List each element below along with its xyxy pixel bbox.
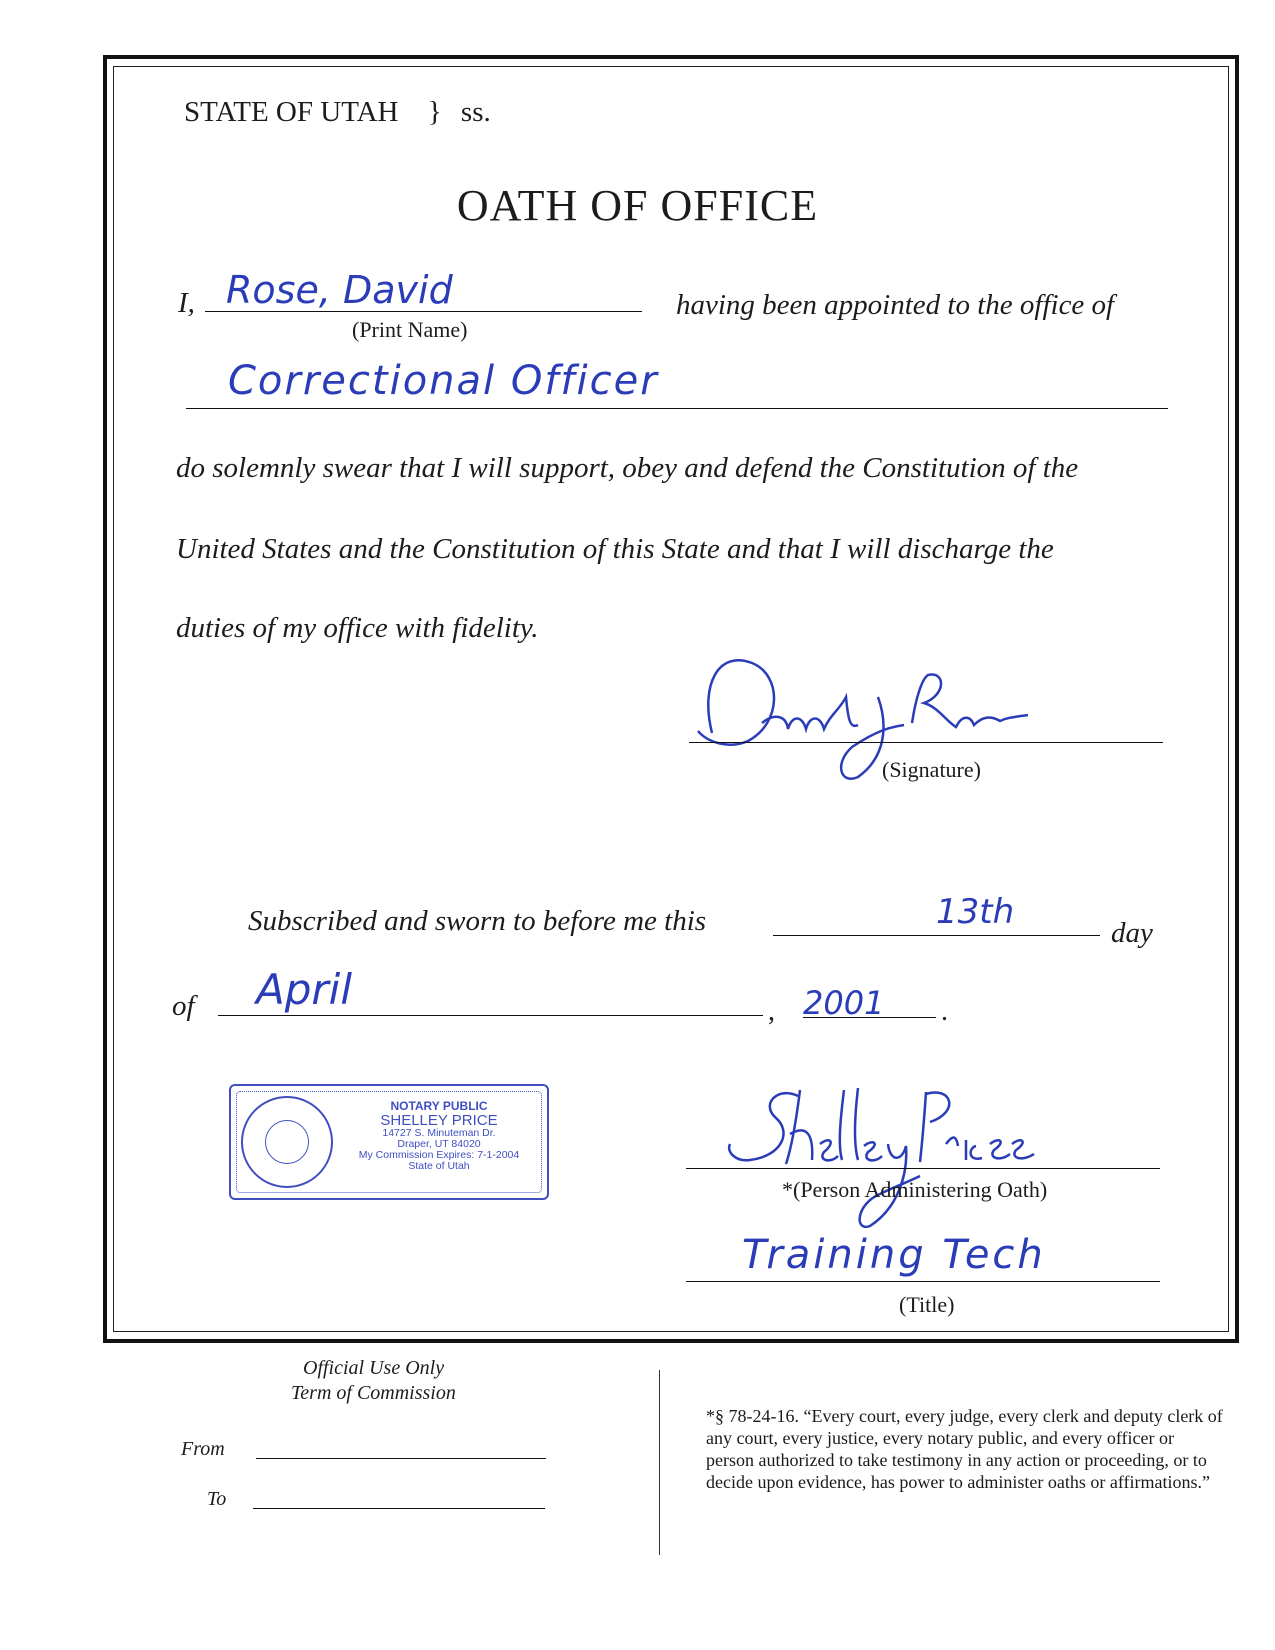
stamp-line-5: My Commission Expires: 7-1-2004 (358, 1149, 520, 1162)
ss-label: ss. (460, 96, 491, 128)
stamp-line-4: Draper, UT 84020 (397, 1138, 481, 1151)
date-comma: , (768, 996, 775, 1027)
from-label: From (181, 1438, 225, 1460)
title-caption: (Title) (899, 1292, 955, 1317)
handwritten-month: April (256, 965, 352, 1014)
name-line (205, 311, 642, 312)
administrator-signature-handwritten (720, 1082, 1050, 1232)
administrator-caption: *(Person Administering Oath) (782, 1177, 1048, 1202)
state-line (184, 96, 491, 129)
page-title: OATH OF OFFICE (456, 181, 819, 230)
notary-stamp (229, 1084, 549, 1200)
seal-center (265, 1120, 309, 1164)
oath-body-line-3: duties of my office with fidelity. (176, 612, 539, 644)
stamp-line-1: NOTARY PUBLIC (390, 1099, 488, 1113)
office-line (186, 408, 1168, 409)
day-line (773, 935, 1100, 936)
appointed-text: having been appointed to the office of (676, 289, 1115, 321)
day-word: day (1111, 917, 1153, 949)
to-line (253, 1508, 545, 1509)
month-line (218, 1015, 763, 1016)
oath-body-line-2: United States and the Constitution of this State and that I will discharge the (176, 533, 1054, 565)
from-line (256, 1458, 546, 1459)
to-label: To (207, 1488, 227, 1510)
oath-prefix: I, (178, 287, 195, 319)
footer-divider (659, 1370, 660, 1555)
oath-body-line-1: do solemnly swear that I will support, obey and defend the Constitution of the (176, 452, 1079, 484)
brace: } (427, 96, 442, 128)
statute-text: *§ 78-24-16. “Every court, every judge, every clerk and deputy clerk of any court, every justice, every notary public, and every officer or person authorized to take testimony in any action or proceeding, or to decide upon evidence, has power to administer oaths or affirmations.” (706, 1406, 1223, 1492)
stamp-line-3: 14727 S. Minuteman Dr. (382, 1127, 496, 1140)
stamp-line-2: SHELLEY PRICE (380, 1111, 498, 1129)
title-line (686, 1281, 1160, 1282)
stamp-text (339, 1100, 539, 1172)
sworn-text: Subscribed and sworn to before me this (248, 905, 707, 937)
handwritten-year: 2001 (803, 984, 885, 1022)
stamp-line-6: State of Utah (408, 1160, 470, 1173)
of-word: of (172, 990, 195, 1022)
state-seal (241, 1096, 333, 1188)
signature-line (689, 742, 1163, 743)
year-line (803, 1017, 936, 1018)
state-label: STATE OF UTAH (184, 96, 399, 128)
signature-caption: (Signature) (882, 757, 981, 782)
handwritten-title: Training Tech (742, 1232, 1046, 1278)
term-of-commission-heading: Term of Commission (291, 1382, 456, 1404)
administrator-signature-line (686, 1168, 1160, 1169)
handwritten-name: Rose, David (226, 268, 453, 312)
handwritten-office: Correctional Officer (228, 358, 659, 404)
name-caption: (Print Name) (352, 317, 468, 342)
official-use-heading: Official Use Only (303, 1357, 445, 1379)
handwritten-day: 13th (936, 892, 1015, 932)
date-period: . (941, 996, 948, 1027)
